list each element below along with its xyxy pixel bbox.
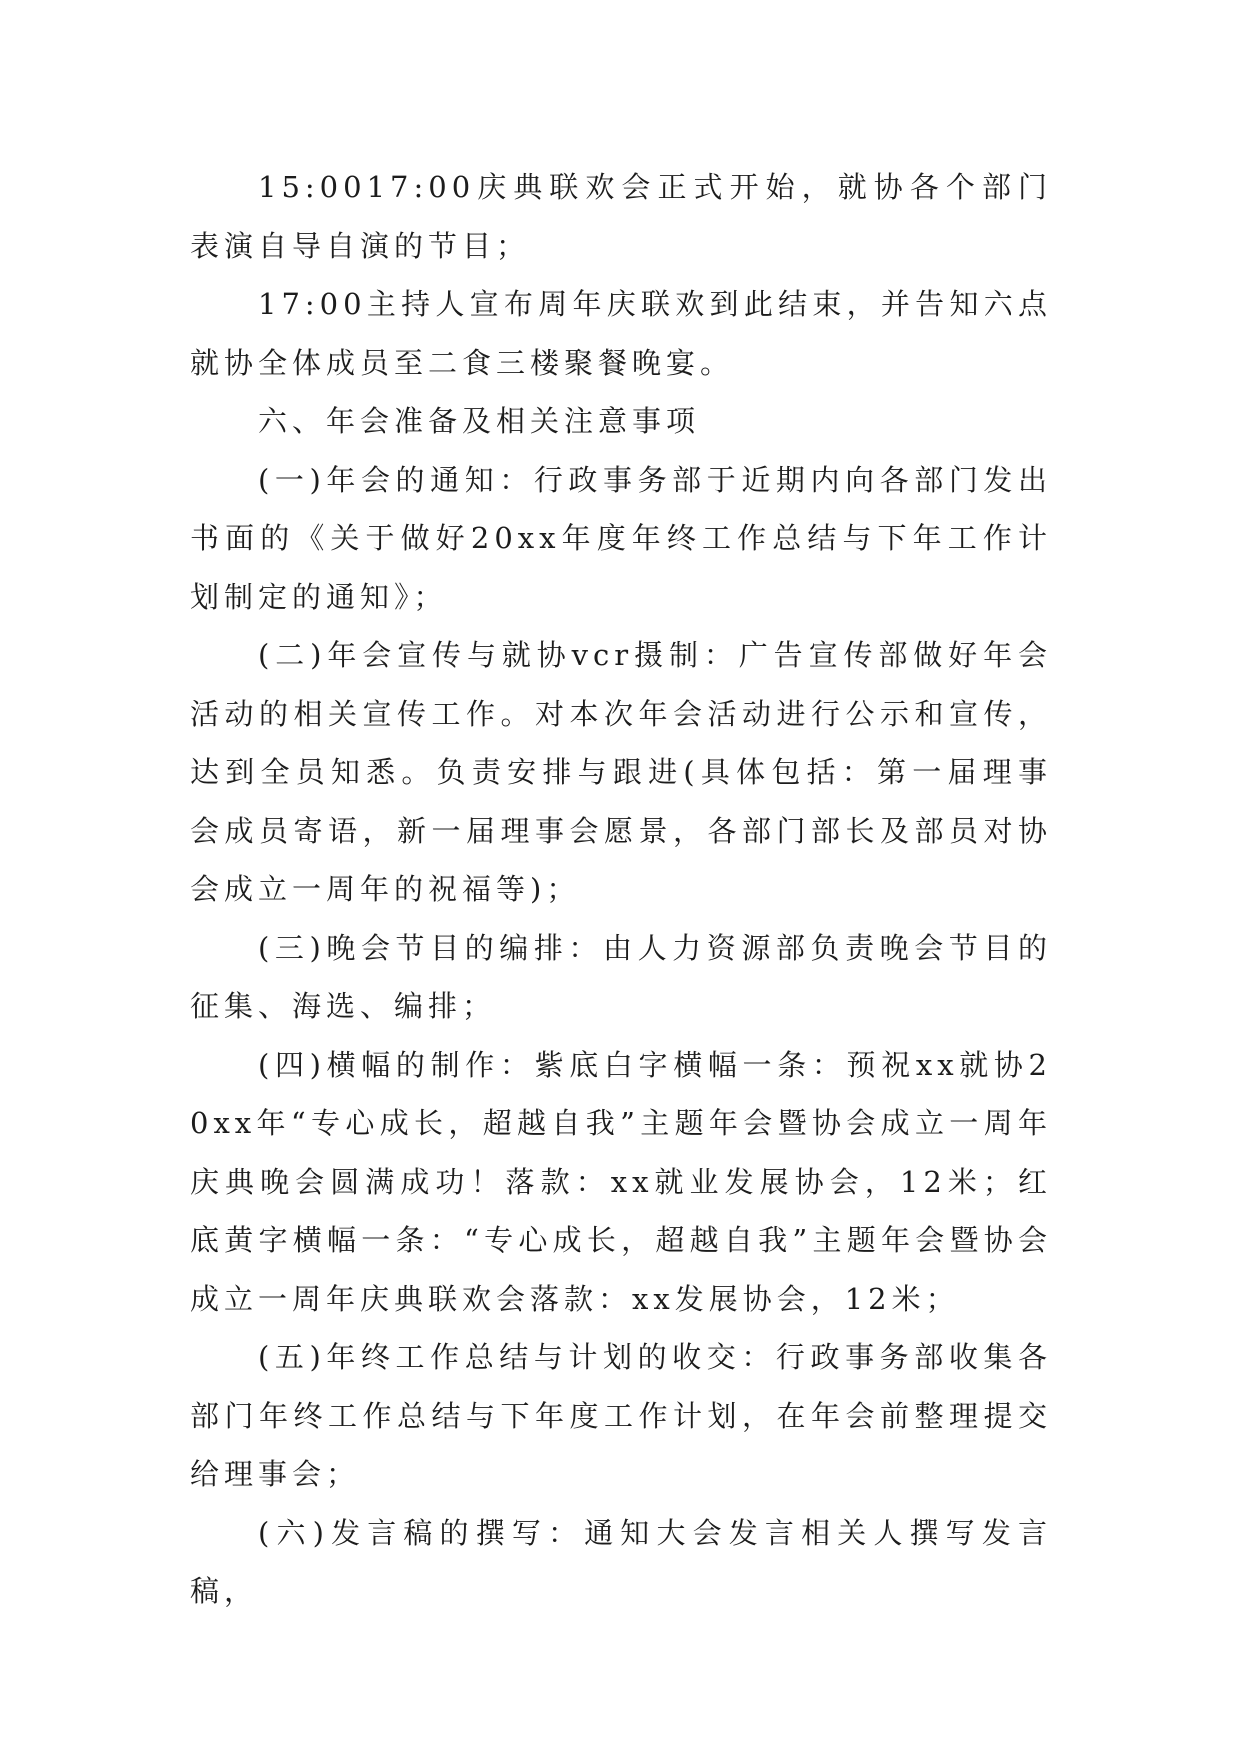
section-heading-preparation: 六、年会准备及相关注意事项 <box>258 404 701 438</box>
paragraph-item-banner: (四)横幅的制作：紫底白字横幅一条：预祝xx就协20xx年“专心成长，超越自我”主题年会暨协会成立一周年庆典晚会圆满成功！落款：xx就业发展协会，12米；红底黄字横幅一条：“专心成长，超越自我”主题年会暨协会成立一周年庆典联欢会落款：xx发展协会，12米； <box>190 1047 1052 1316</box>
paragraph-schedule-performances: 15:0017:00庆典联欢会正式开始，就协各个部门表演自导自演的节目； <box>190 170 1052 263</box>
paragraph-schedule-closing: 17:00主持人宣布周年庆联欢到此结束，并告知六点就协全体成员至二食三楼聚餐晚宴。 <box>190 287 1052 380</box>
paragraph-item-notice: (一)年会的通知：行政事务部于近期内向各部门发出书面的《关于做好20xx年度年终工作总结与下年工作计划制定的通知》； <box>190 462 1052 614</box>
paragraph-item-speech: (六)发言稿的撰写：通知大会发言相关人撰写发言稿， <box>190 1515 1052 1608</box>
paragraph-item-summary: (五)年终工作总结与计划的收交：行政事务部收集各部门年终工作总结与下年度工作计划，在年会前整理提交给理事会； <box>190 1340 1052 1491</box>
paragraph-item-publicity: (二)年会宣传与就协vcr摄制：广告宣传部做好年会活动的相关宣传工作。对本次年会活动进行公示和宣传，达到全员知悉。负责安排与跟进(具体包括：第一届理事会成员寄语，新一届理事会愿景，各部门部长及部员对协会成立一周年的祝福等)； <box>190 638 1052 906</box>
paragraph-item-program: (三)晚会节目的编排：由人力资源部负责晚会节目的征集、海选、编排； <box>190 930 1052 1023</box>
document-body <box>190 158 1052 1621</box>
